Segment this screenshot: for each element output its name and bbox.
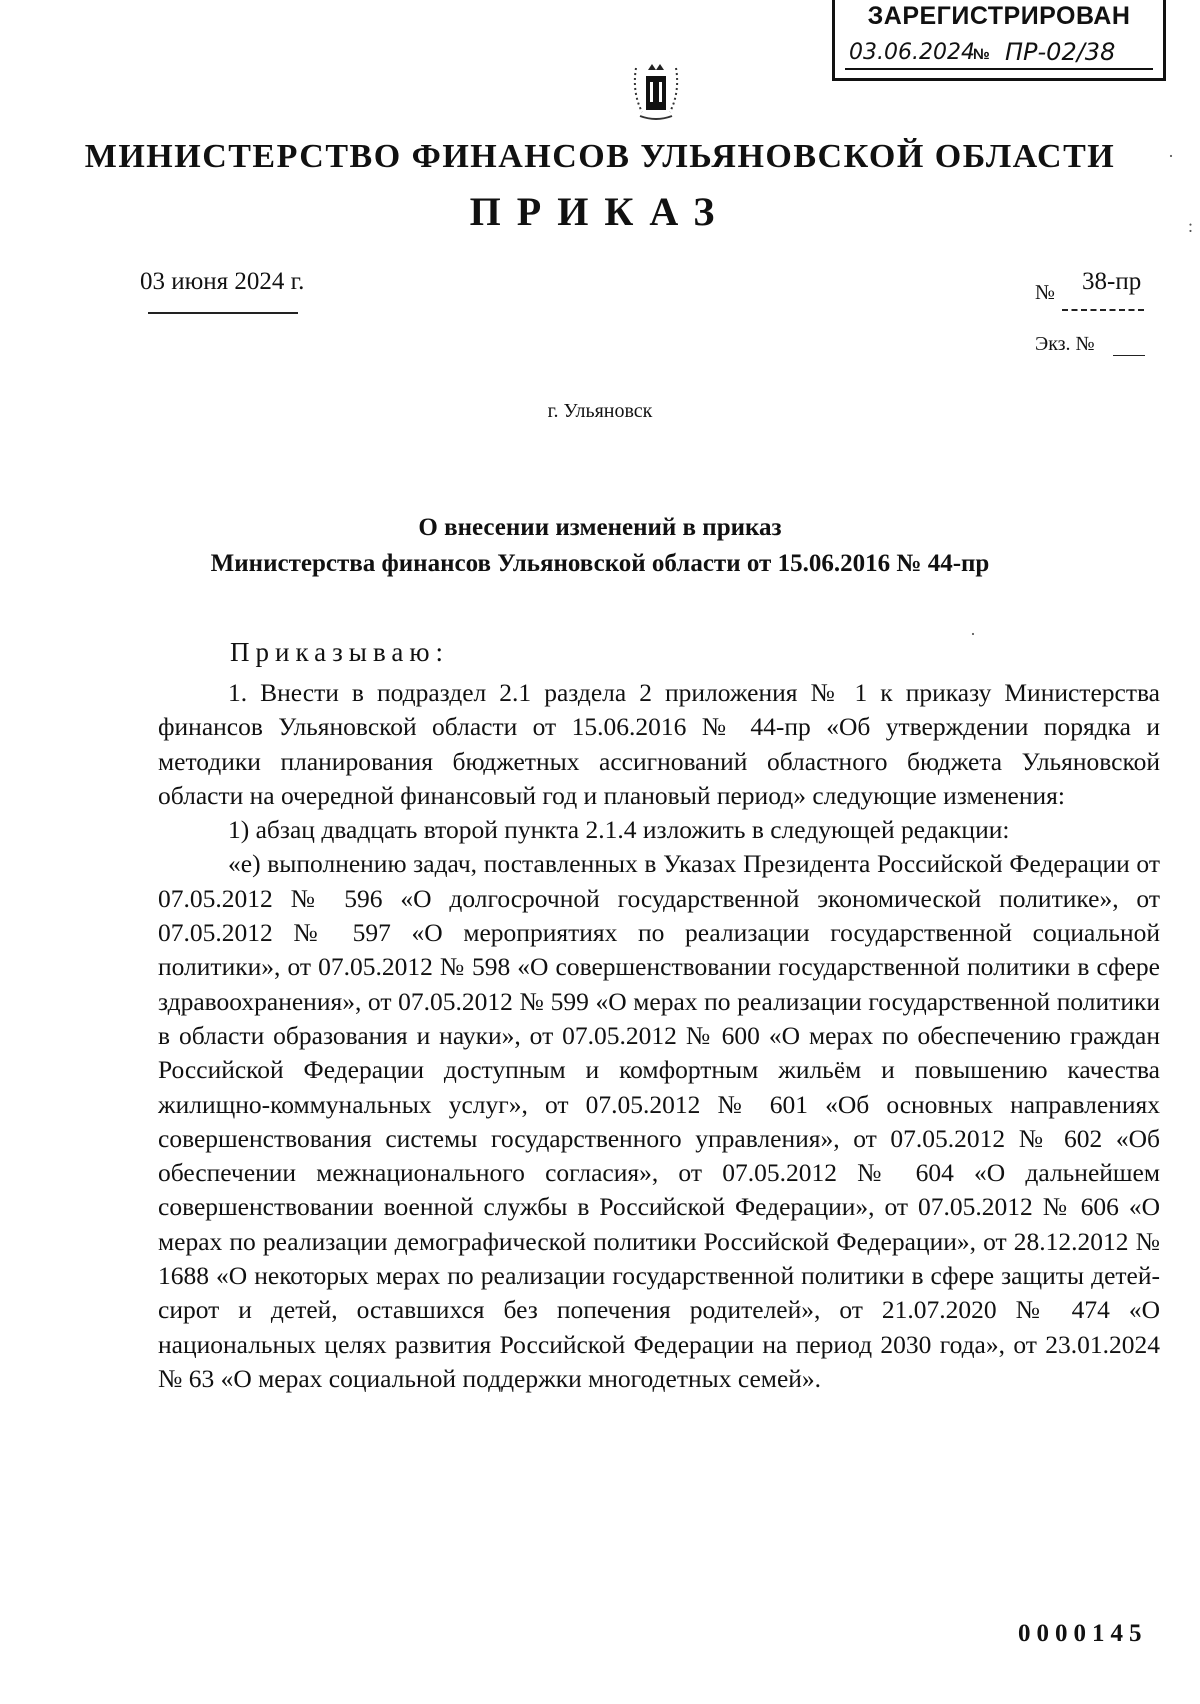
paragraph-1: 1. Внести в подраздел 2.1 раздела 2 приложения № 1 к приказу Министерства финансов Ульяновской области от 15.06.2016 № 44-пр «Об утверждении порядка и методики планирования бюджетных ассигнований областного бюджета Ульяновской области на очередной финансовый год и плановый период» следующие изменения: bbox=[158, 678, 1160, 810]
paragraph-3: «е) выполнению задач, поставленных в Указах Президента Российской Федерации от 07.05.2012 № 596 «О долгосрочной государственной экономической политике», от 07.05.2012 № 597 «О мероприятиях по реализации государственной социальной политики», от 07.05.2012 № 598 «О совершенствовании государственной политики в сфере здравоохранения», от 07.05.2012 № 599 «О мерах по реализации государственной политики в области образования и науки», от 07.05.2012 № 600 «О мерах по обеспечению граждан Российской Федерации доступным и комфортным жильём и повышению качества жилищно-коммунальных услуг», от 07.05.2012 № 601 «Об основных направлениях совершенствования системы государственного управления», от 07.05.2012 № 602 «Об обеспечении межнационального согласия», от 07.05.2012 № 604 «О дальнейшем совершенствовании военной службы в Российской Федерации», от 07.05.2012 № 606 «О мерах по реализации демографической политики Российской Федерации», от 28.12.2012 № 1688 «О некоторых мерах по реализации государственной политики в сфере защиты детей-сирот и детей, оставшихся без попечения родителей», от 21.07.2020 № 474 «О национальных целях развития Российской Федерации на период 2030 года», от 23.01.2024 № 63 «О мерах социальной поддержки многодетных семей». bbox=[158, 849, 1160, 1393]
order-body bbox=[158, 676, 1160, 1396]
coat-of-arms-icon bbox=[628, 62, 684, 122]
scan-mark: · bbox=[1168, 146, 1174, 166]
scan-mark: · bbox=[970, 624, 976, 644]
stamp-number-sign: № bbox=[973, 46, 990, 63]
registration-stamp bbox=[832, 0, 1166, 81]
copy-number-label: Экз. № bbox=[1035, 333, 1095, 355]
subject-line-1: О внесении изменений в приказ bbox=[418, 514, 782, 541]
scan-mark: : bbox=[1188, 216, 1194, 236]
stamp-date: 03.06.2024 bbox=[849, 40, 975, 65]
stamp-number: ПР-02/38 bbox=[1005, 38, 1116, 66]
ministry-name: МИНИСТЕРСТВО ФИНАНСОВ УЛЬЯНОВСКОЙ ОБЛАСТИ bbox=[84, 138, 1116, 175]
paragraph-2: 1) абзац двадцать второй пункта 2.1.4 изложить в следующей редакции: bbox=[228, 815, 1010, 845]
order-number-sign: № bbox=[1035, 280, 1056, 304]
order-date: 03 июня 2024 г. bbox=[140, 268, 305, 295]
order-number: 38-пр bbox=[1082, 268, 1142, 295]
stamp-title: ЗАРЕГИСТРИРОВАН bbox=[867, 2, 1131, 30]
city: г. Ульяновск bbox=[547, 400, 653, 422]
number-underline bbox=[1062, 309, 1144, 311]
document-type: ПРИКАЗ bbox=[469, 189, 731, 234]
page-code: 0000145 bbox=[1018, 1620, 1148, 1647]
date-underline bbox=[148, 312, 298, 314]
order-directive: Приказываю: bbox=[230, 637, 449, 667]
copy-number-underline bbox=[1113, 355, 1145, 356]
stamp-registration-line bbox=[845, 38, 1153, 70]
subject-line-2: Министерства финансов Ульяновской области от 15.06.2016 № 44-пр bbox=[210, 550, 990, 577]
order-subject bbox=[0, 510, 1200, 582]
